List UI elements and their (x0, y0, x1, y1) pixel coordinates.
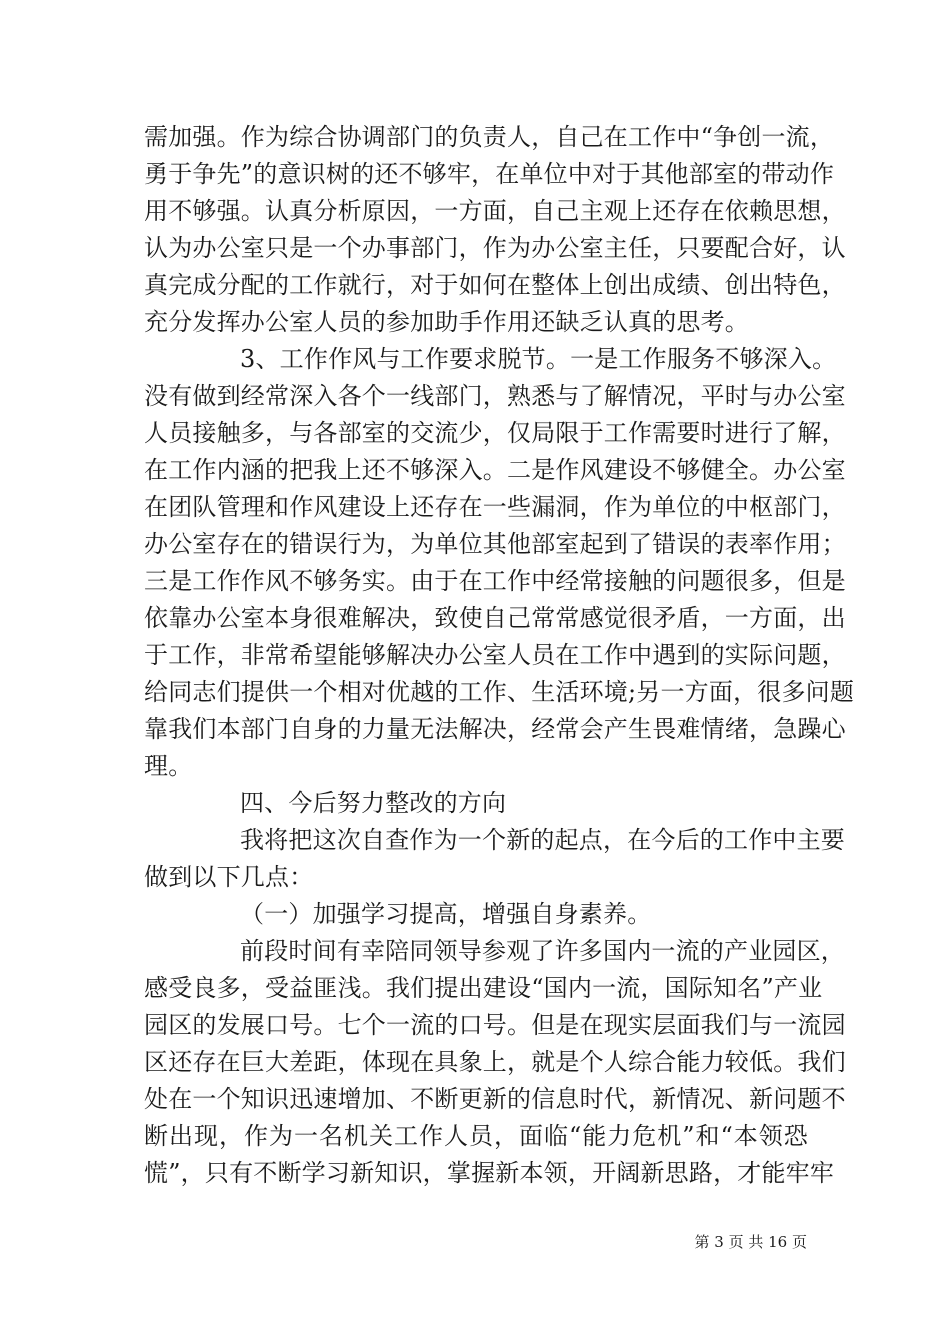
body-line: 区还存在巨大差距，体现在具象上，就是个人综合能力较低。我们 (144, 1048, 846, 1076)
body-line: 慌”，只有不断学习新知识，掌握新本领，开阔新思路，才能牢牢 (144, 1159, 835, 1187)
body-line: 处在一个知识迅速增加、不断更新的信息时代，新情况、新问题不 (144, 1085, 846, 1113)
body-line: 充分发挥办公室人员的参加助手作用还缺乏认真的思考。 (144, 308, 749, 336)
body-line: 断出现，作为一名机关工作人员，面临“能力危机”和“本领恐 (144, 1122, 808, 1150)
body-line: 做到以下几点： (144, 863, 314, 891)
body-line: 前段时间有幸陪同领导参观了许多国内一流的产业园区， (240, 937, 845, 965)
body-line: 我将把这次自查作为一个新的起点，在今后的工作中主要 (240, 826, 845, 854)
body-line: 园区的发展口号。七个一流的口号。但是在现实层面我们与一流园 (144, 1011, 846, 1039)
body-line: 三是工作作风不够务实。由于在工作中经常接触的问题很多，但是 (144, 567, 846, 595)
body-line: 用不够强。认真分析原因，一方面，自己主观上还存在依赖思想， (144, 197, 846, 225)
body-line: 于工作，非常希望能够解决办公室人员在工作中遇到的实际问题， (144, 641, 846, 669)
body-line: 在工作内涵的把我上还不够深入。二是作风建设不够健全。办公室 (144, 456, 846, 484)
body-line: 勇于争先”的意识树的还不够牢，在单位中对于其他部室的带动作 (144, 160, 835, 188)
body-line: 依靠办公室本身很难解决，致使自己常常感觉很矛盾，一方面，出 (144, 604, 846, 632)
subsection-line: 3、工作作风与工作要求脱节。一是工作服务不够深入。 (240, 345, 837, 373)
body-line: 办公室存在的错误行为，为单位其他部室起到了错误的表率作用； (144, 530, 846, 558)
body-line: 需加强。作为综合协调部门的负责人，自己在工作中“争创一流， (144, 123, 835, 151)
subsection-heading: （一）加强学习提高，增强自身素养。 (240, 900, 652, 928)
body-line: 认为办公室只是一个办事部门，作为办公室主任，只要配合好，认 (144, 234, 846, 262)
body-line: 感受良多，受益匪浅。我们提出建设“国内一流，国际知名”产业 (144, 974, 823, 1002)
body-line: 没有做到经常深入各个一线部门，熟悉与了解情况，平时与办公室 (144, 382, 846, 410)
page-number: 第 3 页 共 16 页 (694, 1233, 807, 1251)
body-line: 在团队管理和作风建设上还存在一些漏洞，作为单位的中枢部门， (144, 493, 846, 521)
body-line: 理。 (144, 752, 193, 780)
body-line: 靠我们本部门自身的力量无法解决，经常会产生畏难情绪，急躁心 (144, 715, 846, 743)
body-line: 给同志们提供一个相对优越的工作、生活环境;另一方面，很多问题 (144, 678, 855, 706)
body-line: 人员接触多，与各部室的交流少，仅局限于工作需要时进行了解， (144, 419, 846, 447)
section-heading: 四、今后努力整改的方向 (240, 789, 507, 817)
body-line: 真完成分配的工作就行，对于如何在整体上创出成绩、创出特色， (144, 271, 846, 299)
